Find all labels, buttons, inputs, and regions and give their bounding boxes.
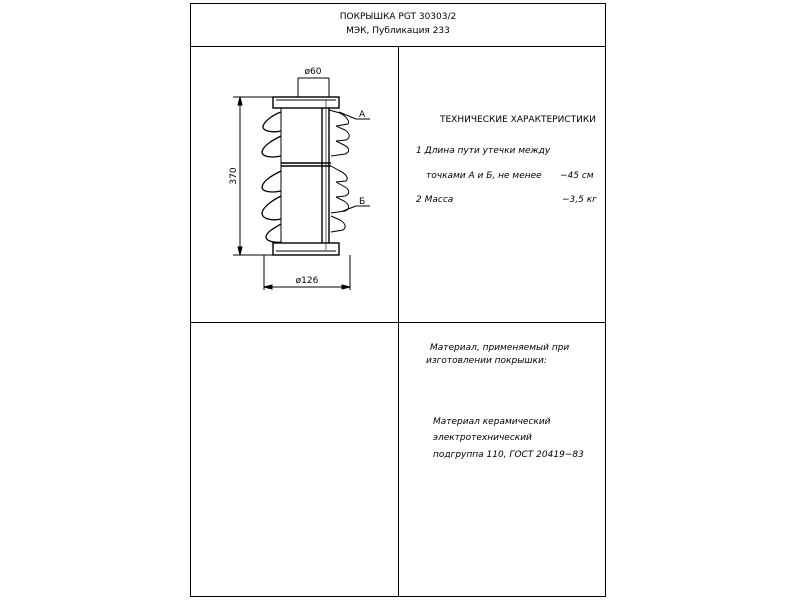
material-line3: подгруппа 110, ГОСТ 20419−83	[433, 450, 584, 460]
spec-1-line2: точками А и Б, не менее	[426, 171, 542, 181]
title-block-name: ПОКРЫШКА PGT 30303/2	[339, 12, 457, 22]
title-block-publication: МЭК, Публикация 233	[346, 26, 450, 36]
dim-top-diameter: ø60	[304, 67, 322, 77]
spec-2-label: 2 Масса	[416, 195, 454, 205]
material-line2: электротехнический	[433, 433, 532, 443]
point-a-label: А	[359, 110, 366, 120]
material-line1: Материал керамический	[433, 417, 551, 427]
dim-bottom-diameter: ø126	[295, 276, 319, 286]
point-b-label: Б	[359, 197, 366, 207]
material-intro-line1: Материал, применяемый при	[430, 343, 570, 353]
material-intro-line2: изготовлении покрышки:	[426, 356, 547, 366]
specs-title: ТЕХНИЧЕСКИЕ ХАРАКТЕРИСТИКИ	[440, 115, 596, 125]
spec-1-line1: 1 Длина пути утечки между	[416, 146, 551, 156]
spec-2-value: −3,5 кг	[562, 195, 597, 205]
dim-height: 370	[229, 167, 239, 185]
spec-1-value: −45 см	[560, 171, 594, 181]
